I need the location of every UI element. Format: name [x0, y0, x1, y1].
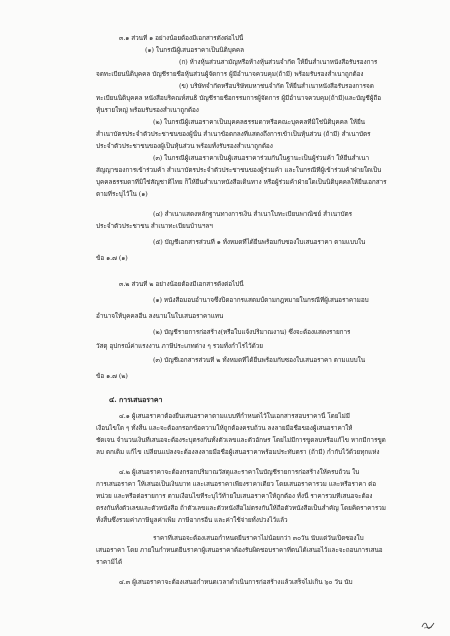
text-line: ทั้งสิ้นซึ่งรวมค่าภาษีมูลค่าเพิ่ม ภาษีอากรอื่น และค่าใช้จ่ายทั้งปวงไว้แล้ว [96, 516, 288, 524]
section-4-heading: ๔. การเสนอราคา [109, 396, 163, 404]
text-line: สัญญาของการเข้าร่วมค้า สำเนาบัตรประจำตัวประชาชนของผู้ร่วมค้า และในกรณีที่ผู้เข้าร่วมค้าฝ่ายใดเป็น [96, 166, 382, 174]
clause-3: (๓) ในกรณีผู้เสนอราคาเป็นผู้เสนอราคาร่วมกันในฐานะเป็นผู้ร่วมค้า ให้ยื่นสำเนา [153, 154, 370, 162]
text-line: บุคคลธรรมดาที่มิใช่สัญชาติไทย ก็ให้ยื่นสำเนาหนังสือเดินทาง หรือผู้ร่วมค้าฝ่ายใดเป็นนิติบุคคลให้ยื่นเอกสาร [96, 178, 387, 186]
text-line: ตรงกันทั้งตัวเลขและตัวหนังสือ ถ้าตัวเลขและตัวหนังสือไม่ตรงกันให้ถือตัวหนังสือเป็นสำคัญ โดยคิดราคารวม [96, 504, 386, 512]
text-line: ลบ ตกเติม แก้ไข เปลี่ยนแปลงจะต้องลงลายมือชื่อผู้เสนอราคาพร้อมประทับตรา (ถ้ามี) กำกับไว้ด้วยทุกแห่ง [96, 448, 380, 456]
text-line: เงื่อนไขใด ๆ ทั้งสิ้น และจะต้องกรอกข้อความให้ถูกต้องครบถ้วน ลงลายมือชื่อของผู้เสนอราคาให้ [96, 424, 353, 432]
clause-5: (๕) บัญชีเอกสารส่วนที่ ๑ ทั้งหมดที่ได้ยื่นพร้อมกับซองใบเสนอราคา ตามแบบใน [153, 238, 366, 246]
clause-2: (๒) ในกรณีผู้เสนอราคาเป็นบุคคลธรรมดาหรือคณะบุคคลที่มิใช่นิติบุคคล ให้ยื่น [153, 118, 365, 126]
text-line: สำเนาบัตรประจำตัวประชาชนของผู้นั้น สำเนาข้อตกลงที่แสดงถึงการเข้าเป็นหุ้นส่วน (ถ้ามี) สำเนาบัตร [96, 130, 371, 138]
text-line: ทะเบียนนิติบุคคล หนังสือบริคณห์สนธิ บัญชีรายชื่อกรรมการผู้จัดการ ผู้มีอำนาจควบคุม(ถ้ามี)และบัญชีผู้ถือ [96, 94, 382, 102]
text-line: ประจำตัวประชาชนของผู้เป็นหุ้นส่วน พร้อมทั้งรับรองสำเนาถูกต้อง [96, 142, 273, 150]
clause-3: (๓) บัญชีเอกสารส่วนที่ ๒ ทั้งหมดที่ได้ยื่นพร้อมกับซองใบเสนอราคา ตามแบบใน [153, 356, 366, 364]
clause-1b: (ข) บริษัทจำกัดหรือบริษัทมหาชนจำกัด ให้ยื่นสำเนาหนังสือรับรองการจด [179, 82, 374, 90]
clause-1a: (ก) ห้างหุ้นส่วนสามัญหรือห้างหุ้นส่วนจำกัด ให้ยื่นสำเนาหนังสือรับรองการ [179, 58, 378, 66]
text-line: หุ้นรายใหญ่ พร้อมรับรองสำเนาถูกต้อง [96, 106, 199, 114]
text-line: หน่วย และหรือต่อรายการ ตามเงื่อนไขที่ระบุไว้ท้ายใบเสนอราคาให้ถูกต้อง ทั้งนี้ ราคารวมที่เสนอจะต้อง [96, 492, 373, 500]
text-line: การเสนอราคา ให้เสนอเป็นเงินบาท และเสนอราคาเพียงราคาเดียว โดยเสนอราคารวม และหรือราคา ต่อ [96, 480, 377, 488]
clause-2: (๒) บัญชีรายการก่อสร้าง(หรือใบแจ้งปริมาณงาน) ซึ่งจะต้องแสดงรายการ [153, 328, 351, 336]
text-line: ชัดเจน จำนวนเงินที่เสนอจะต้องระบุตรงกันทั้งตัวเลขและตัวอักษร โดยไม่มีการขูดลบหรือแก้ไข หากมีการขูด [96, 436, 386, 444]
clause-4-1: ๔.๑ ผู้เสนอราคาต้องยื่นเสนอราคาตามแบบที่กำหนดไว้ในเอกสารสอบราคานี้ โดยไม่มี [119, 412, 350, 420]
text-line: วัสดุ อุปกรณ์ค่าแรงงาน ภาษีประเภทต่าง ๆ รวมทั้งกำไรไว้ด้วย [96, 342, 263, 350]
section-3-2-heading: ๓.๒ ส่วนที่ ๒ อย่างน้อยต้องมีเอกสารดังต่อไปนี้ [119, 280, 244, 288]
clause-4: (๔) สำเนาแสดงหลักฐานทางการเงิน สำเนาใบทะเบียนพาณิชย์ สำเนาบัตร [153, 210, 353, 218]
text-line: ข้อ ๑.๗ (๒) [96, 372, 128, 380]
section-3-1-heading: ๓.๑ ส่วนที่ ๑ อย่างน้อยต้องมีเอกสารดังต่อไปนี้ [119, 34, 244, 42]
signature-icon [421, 620, 435, 630]
validity-paragraph: ราคาที่เสนอจะต้องเสนอกำหนดยืนราคาไม่น้อยกว่า ๓๐วัน นับแต่วันเปิดซองใบ [153, 534, 364, 542]
clause-1: (๑) ในกรณีผู้เสนอราคาเป็นนิติบุคคล [145, 46, 245, 54]
text-line: เสนอราคา โดย ภายในกำหนดยืนราคาผู้เสนอราคาต้องรับผิดชอบราคาที่ตนได้เสนอไว้และจะถอนการเสนอ [96, 546, 383, 554]
text-line: ราคามิได้ [96, 558, 123, 566]
clause-4-2: ๔.๒ ผู้เสนอราคาจะต้องกรอกปริมาณวัสดุและราคาในบัญชีรายการก่อสร้างให้ครบถ้วน ใน [119, 468, 360, 476]
text-line: ประจำตัวประชาชน สำเนาทะเบียนบ้านฯลฯ [96, 222, 213, 230]
clause-4-3: ๔.๓ ผู้เสนอราคาจะต้องเสนอกำหนดเวลาดำเนินการก่อสร้างแล้วเสร็จไม่เกิน ๖๐ วัน นับ [119, 578, 353, 586]
text-line: ตามที่ระบุไว้ใน (๑) [96, 190, 148, 198]
text-line: ข้อ ๑.๗ (๑) [96, 254, 128, 262]
clause-1: (๑) หนังสือมอบอำนาจซึ่งปิดอากรแสตมป์ตามกฎหมายในกรณีที่ผู้เสนอราคามอบ [153, 296, 369, 304]
text-line: อำนาจให้บุคคลอื่น ลงนามในใบเสนอราคาแทน [96, 312, 224, 320]
text-line: จดทะเบียนนิติบุคคล บัญชีรายชื่อหุ้นส่วนผู้จัดการ ผู้มีอำนาจควบคุม(ถ้ามี) พร้อมรับรองสำเนาถูกต้อง [96, 70, 364, 78]
